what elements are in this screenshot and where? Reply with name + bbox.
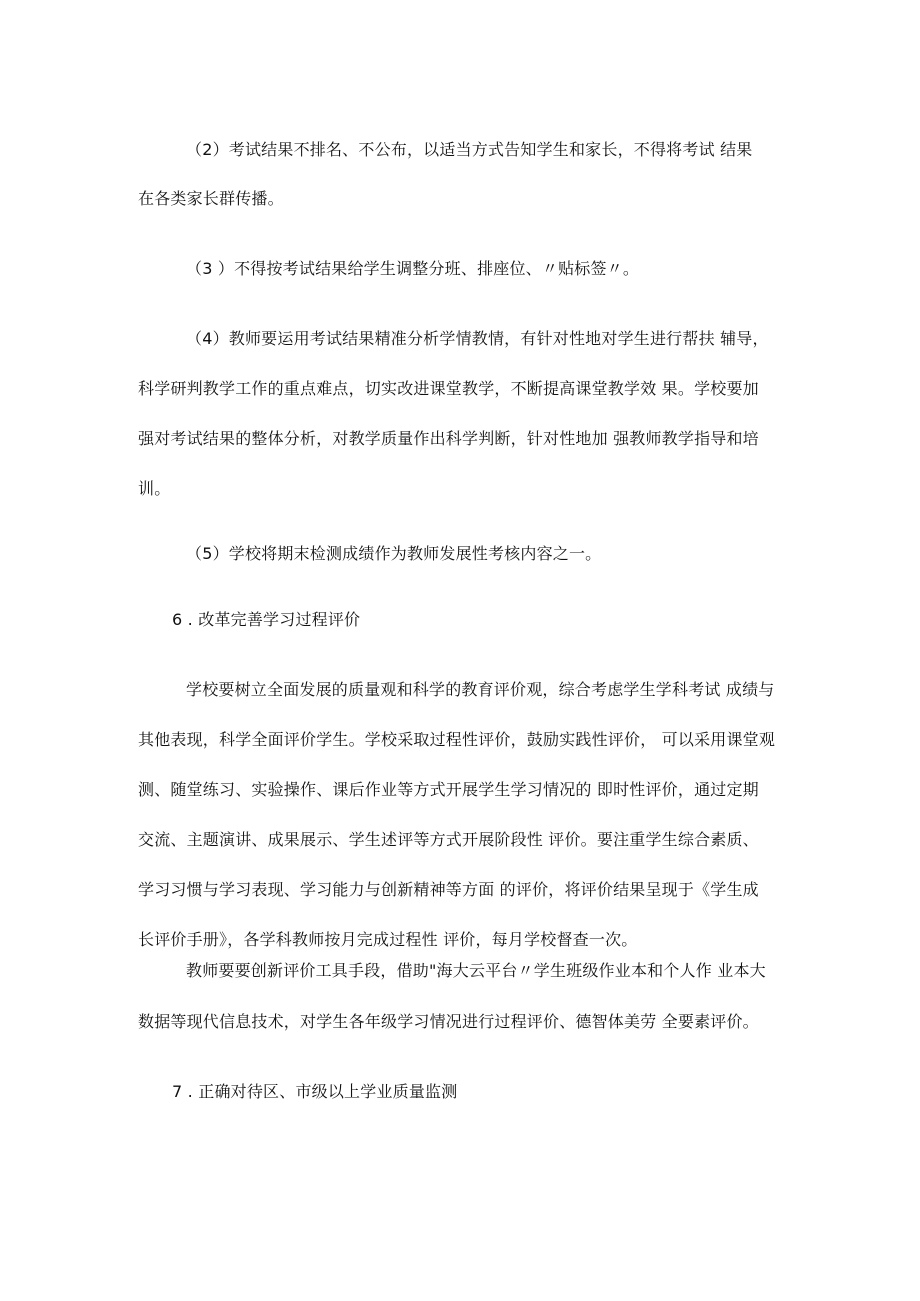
text-line: 训。 xyxy=(138,479,171,498)
text-line: 科学研判教学工作的重点难点，切实改进课堂教学，不断提高课堂教学效 果。学校要加 xyxy=(138,379,759,398)
text-line: 在各类家长群传播。 xyxy=(138,189,284,208)
section-heading-7 xyxy=(138,1081,798,1103)
text-line: 长评价手册》，各学科教师按月完成过程性 评价，每月学校督查一次。 xyxy=(138,930,638,949)
text-line: （4）教师要运用考试结果精准分析学情教情，有针对性地对学生进行帮扶 辅导， xyxy=(186,329,769,348)
paragraph-item-4 xyxy=(138,328,798,500)
paragraph-process-evaluation xyxy=(138,679,798,951)
text-line: 教师要要创新评价工具手段，借助"海大云平台〃学生班级作业本和个人作 业本大 xyxy=(186,961,766,980)
heading-text: 7 . 正确对待区、市级以上学业质量监测 xyxy=(172,1082,458,1101)
text-line: 交流、主题演讲、成果展示、学生述评等方式开展阶段性 评价。要注重学生综合素质、 xyxy=(138,830,759,849)
text-line: （3 ）不得按考试结果给学生调整分班、排座位、〃贴标签〃。 xyxy=(186,259,640,278)
text-line: 数据等现代信息技术，对学生各年级学习情况进行过程评价、德智体美劳 全要素评价。 xyxy=(138,1012,759,1031)
heading-text: 6 . 改革完善学习过程评价 xyxy=(172,610,361,629)
paragraph-item-2 xyxy=(138,139,798,210)
text-line: 其他表现，科学全面评价学生。学校采取过程性评价，鼓励实践性评价， 可以采用课堂观 xyxy=(138,730,776,749)
section-heading-6 xyxy=(138,609,798,631)
text-line: （2）考试结果不排名、不公布，以适当方式告知学生和家长，不得将考试 结果 xyxy=(186,140,753,159)
paragraph-evaluation-tools xyxy=(138,960,798,1033)
text-line: 学校要树立全面发展的质量观和科学的教育评价观，综合考虑学生学科考试 成绩与 xyxy=(186,680,775,699)
text-line: 测、随堂练习、实验操作、课后作业等方式开展学生学习情况的 即时性评价，通过定期 xyxy=(138,780,759,799)
paragraph-item-3 xyxy=(138,258,798,280)
paragraph-item-5 xyxy=(138,543,798,565)
text-line: 强对考试结果的整体分析，对教学质量作出科学判断，针对性地加 强教师教学指导和培 xyxy=(138,429,759,448)
text-line: （5）学校将期末检测成绩作为教师发展性考核内容之一。 xyxy=(186,544,602,563)
text-line: 学习习惯与学习表现、学习能力与创新精神等方面 的评价，将评价结果呈现于《学生成 xyxy=(138,880,759,899)
